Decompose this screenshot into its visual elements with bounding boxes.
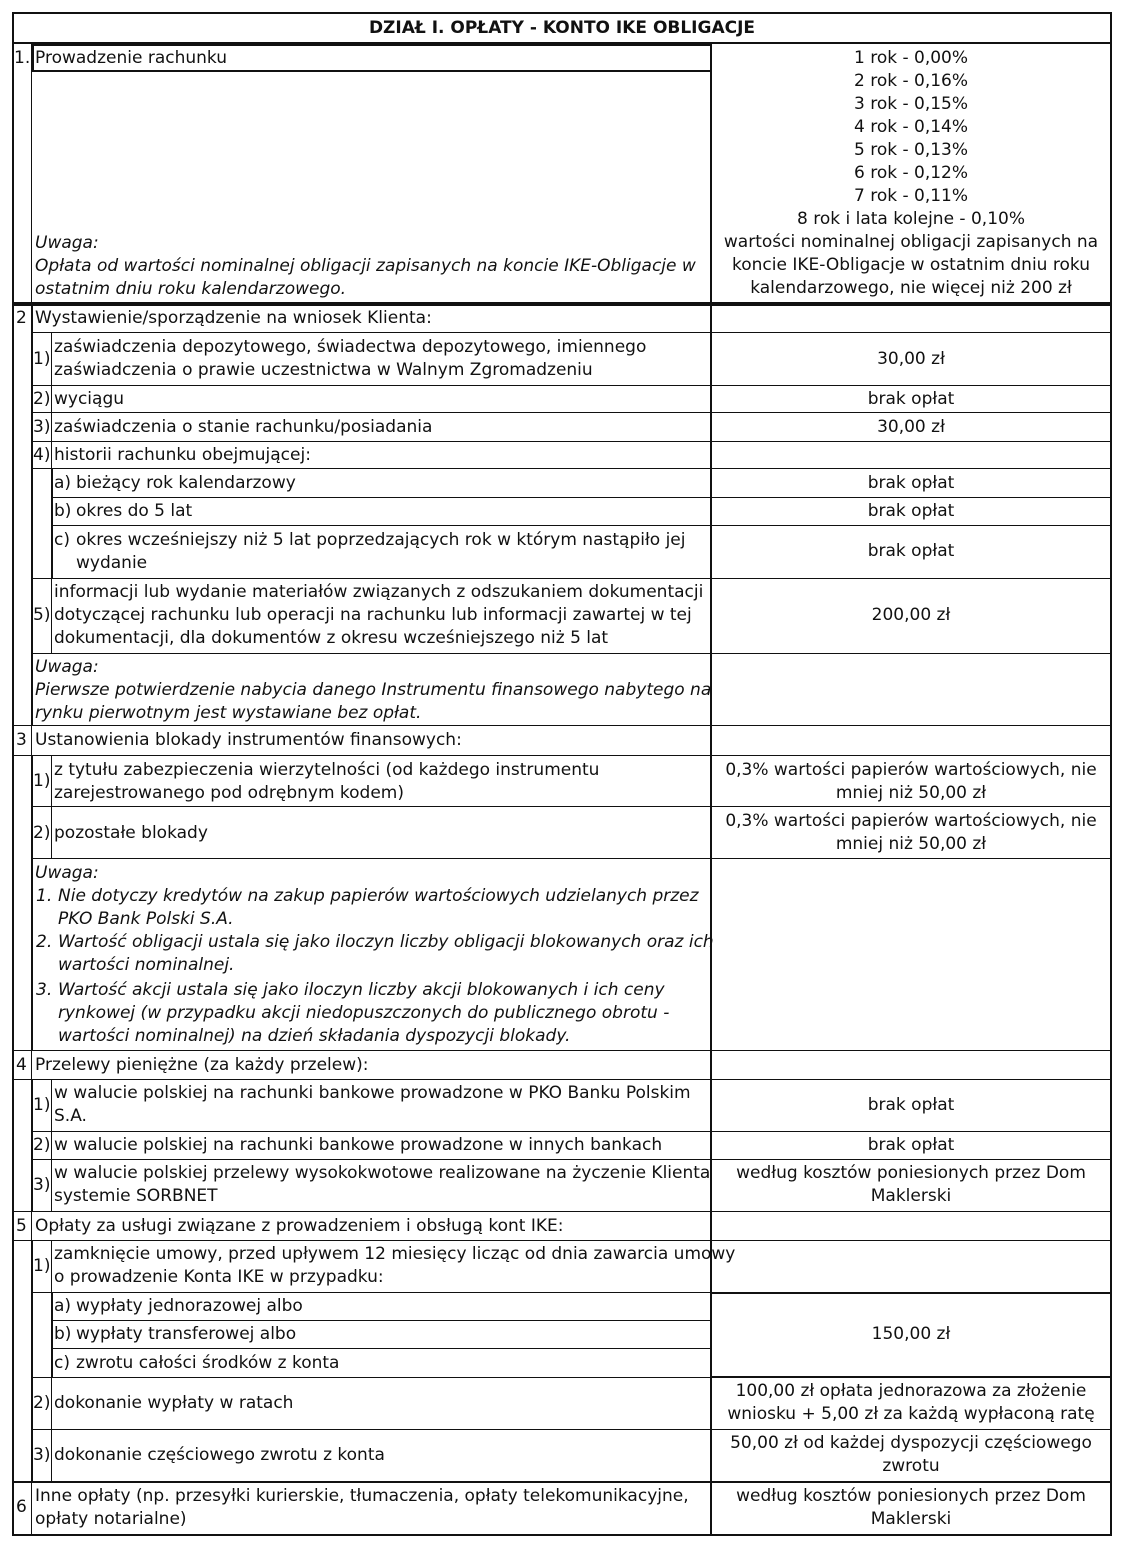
s3-note-line: PKO Bank Polski S.A. [58, 909, 234, 929]
row-value: wniosku + 5,00 zł za każdą wypłaconą ratę [727, 1404, 1095, 1424]
s3-note-line: wartości nominalnej) na dzień składania dyspozycji blokady. [58, 1026, 571, 1046]
row-number: 1) [33, 349, 51, 369]
s1-label: Prowadzenie rachunku [35, 48, 227, 68]
row-value: Maklerski [870, 1509, 952, 1529]
row-text: okres wcześniejszy niż 5 lat poprzedzających rok w którym nastąpiło jej [76, 530, 686, 550]
row-value: mniej niż 50,00 zł [835, 834, 987, 854]
row-text: historii rachunku obejmującej: [54, 445, 311, 465]
row-text: bieżący rok kalendarzowy [76, 473, 296, 493]
row-value: 100,00 zł opłata jednorazowa za złożenie [735, 1381, 1087, 1401]
s1-rate: 2 rok - 0,16% [853, 71, 969, 91]
row-value: 0,3% wartości papierów wartościowych, nie [725, 760, 1097, 780]
s3-note-number: 3. [36, 980, 53, 1000]
row-text: dokonanie częściowego zwrotu z konta [54, 1445, 385, 1465]
s2-note-head: Uwaga: [35, 657, 99, 677]
row-text: S.A. [54, 1106, 87, 1126]
row-text: dokumentacji, dla dokumentów z okresu wcześniejszego niż 5 lat [54, 628, 609, 648]
row-value: mniej niż 50,00 zł [835, 783, 987, 803]
page-title: DZIAŁ I. OPŁATY - KONTO IKE OBLIGACJE [368, 18, 756, 38]
row-value: 200,00 zł [871, 605, 951, 625]
row-value: brak opłat [867, 389, 955, 409]
row-text: zaświadczenia depozytowego, świadectwa depozytowego, imiennego [54, 337, 647, 357]
s1-rate-note: kalendarzowego, nie więcej niż 200 zł [750, 278, 1072, 298]
row-text: wypłaty transferowej albo [76, 1324, 297, 1344]
row-value: brak opłat [867, 473, 955, 493]
row-value: 30,00 zł [877, 417, 945, 437]
s3-note-line: Wartość akcji ustala się jako iloczyn liczby akcji blokowanych i ich ceny [58, 980, 665, 1000]
row-number: 2) [33, 1393, 51, 1413]
row-number: 1) [33, 1256, 51, 1276]
row-text: b) [54, 1324, 72, 1344]
s1-rate-note: wartości nominalnej obligacji zapisanych na [723, 232, 1099, 252]
row-text: w walucie polskiej na rachunki bankowe prowadzone w innych bankach [54, 1135, 663, 1155]
s1-rate: 4 rok - 0,14% [853, 117, 969, 137]
row-number: 5) [33, 605, 51, 625]
s1-rate: 5 rok - 0,13% [853, 140, 969, 160]
row-text: systemie SORBNET [54, 1186, 218, 1206]
row-number: 2) [33, 389, 51, 409]
row-text: wypłaty jednorazowej albo [76, 1296, 303, 1316]
row-text: dokonanie wypłaty w ratach [54, 1393, 294, 1413]
s3-note-number: 1. [36, 886, 53, 906]
row-text: zarejestrowanego pod odrębnym kodem) [54, 783, 404, 803]
row-value: 30,00 zł [877, 349, 945, 369]
row-number: 4) [33, 445, 51, 465]
fee-table [12, 12, 1112, 1536]
s3-note-line: Nie dotyczy kredytów na zakup papierów wartościowych udzielanych przez [58, 886, 699, 906]
row-text: o prowadzenie Konta IKE w przypadku: [54, 1267, 384, 1287]
row-text: zaświadczenia o stanie rachunku/posiadania [54, 417, 433, 437]
row-value: brak opłat [867, 1095, 955, 1115]
s3-note-head: Uwaga: [35, 863, 99, 883]
s1-rate: 8 rok i lata kolejne - 0,10% [797, 209, 1025, 229]
row-text: c) [54, 530, 70, 550]
s3-note-line: wartości nominalnej. [58, 955, 235, 975]
row-text: zwrotu całości środków z konta [76, 1353, 340, 1373]
row-text: Inne opłaty (np. przesyłki kurierskie, tłumaczenia, opłaty telekomunikacyjne, [35, 1486, 689, 1506]
row-number: 2) [33, 823, 51, 843]
row-text: opłaty notarialne) [35, 1509, 187, 1529]
s5-label: Opłaty za usługi związane z prowadzeniem i obsługą kont IKE: [35, 1216, 564, 1236]
row-value: 50,00 zł od każdej dyspozycji częściowego [730, 1433, 1092, 1453]
row-text: pozostałe blokady [54, 823, 208, 843]
number-column [12, 42, 32, 1536]
row-value: według kosztów poniesionych przez Dom [736, 1486, 1086, 1506]
s1-rate: 7 rok - 0,11% [853, 186, 969, 206]
s2-note-line: Pierwsze potwierdzenie nabycia danego Instrumentu finansowego nabytego na [35, 680, 712, 700]
s6-number: 6 [16, 1497, 27, 1517]
row-value: brak opłat [867, 541, 955, 561]
row-number: 1) [33, 1095, 51, 1115]
row-text: wyciągu [54, 389, 125, 409]
s1-rate: 6 rok - 0,12% [853, 163, 969, 183]
row-text: c) [54, 1353, 70, 1373]
row-number: 2) [33, 1135, 51, 1155]
row-text: w walucie polskiej na rachunki bankowe prowadzone w PKO Banku Polskim [54, 1083, 691, 1103]
row-text: a) [54, 473, 72, 493]
s3-note-line: Wartość obligacji ustala się jako iloczyn liczby obligacji blokowanych oraz ich [58, 932, 714, 952]
row-value: 150,00 zł [871, 1324, 951, 1344]
row-value: brak opłat [867, 501, 955, 521]
row-number: 1) [33, 771, 51, 791]
row-text: w walucie polskiej przelewy wysokokwotowe realizowane na życzenie Klienta [54, 1163, 711, 1183]
row-value: według kosztów poniesionych przez Dom [736, 1163, 1086, 1183]
s1-rate: 3 rok - 0,15% [853, 94, 969, 114]
s1-note-line: ostatnim dniu roku kalendarzowego. [35, 279, 347, 299]
s3-note-line: rynkowej (w przypadku akcji niedopuszczonych do publicznego obrotu - [58, 1003, 670, 1023]
s1-number: 1. [14, 48, 31, 68]
row-text: wydanie [76, 553, 148, 573]
row-text: z tytułu zabezpieczenia wierzytelności (od każdego instrumentu [54, 760, 600, 780]
s4-label: Przelewy pieniężne (za każdy przelew): [35, 1055, 369, 1075]
row-text: b) [54, 501, 72, 521]
row-text: informacji lub wydanie materiałów związanych z odszukaniem dokumentacji [54, 582, 704, 602]
s4-number: 4 [16, 1055, 27, 1075]
row-number: 3) [33, 1445, 51, 1465]
s1-note-line: Opłata od wartości nominalnej obligacji zapisanych na koncie IKE-Obligacje w [35, 256, 696, 276]
row-text: zamknięcie umowy, przed upływem 12 miesięcy licząc od dnia zawarcia umowy [54, 1244, 736, 1264]
row-text: okres do 5 lat [76, 501, 193, 521]
s3-note-number: 2. [36, 932, 53, 952]
row-number: 3) [33, 417, 51, 437]
s1-rate: 1 rok - 0,00% [853, 48, 969, 68]
s2-number: 2 [16, 308, 27, 328]
row-value: Maklerski [870, 1186, 952, 1206]
s3-number: 3 [16, 730, 27, 750]
s3-label: Ustanowienia blokady instrumentów finansowych: [35, 730, 462, 750]
row-value: 0,3% wartości papierów wartościowych, nie [725, 811, 1097, 831]
row-text: a) [54, 1296, 72, 1316]
s2-note-line: rynku pierwotnym jest wystawiane bez opłat. [35, 703, 422, 723]
row-value: zwrotu [882, 1456, 940, 1476]
s5-number: 5 [16, 1216, 27, 1236]
row-value: brak opłat [867, 1135, 955, 1155]
row-text: dotyczącej rachunku lub operacji na rachunku lub informacji zawartej w tej [54, 605, 692, 625]
s1-rate-note: koncie IKE-Obligacje w ostatnim dniu roku [732, 255, 1090, 275]
row-number: 3) [33, 1175, 51, 1195]
s1-note-head: Uwaga: [35, 233, 99, 253]
row-text: zaświadczenia o prawie uczestnictwa w Walnym Zgromadzeniu [54, 360, 593, 380]
s2-label: Wystawienie/sporządzenie na wniosek Klienta: [35, 308, 432, 328]
